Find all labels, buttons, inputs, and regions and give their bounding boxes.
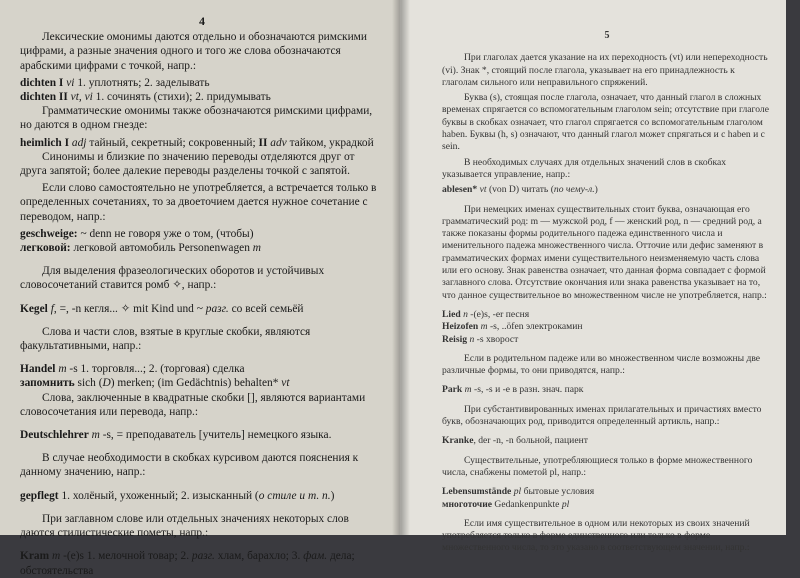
entry-definition: -s 1. торговля...; 2. (торговая) сделка	[69, 363, 245, 376]
entry-definition: -s, ..öfen электрокамин	[489, 321, 583, 333]
page-number: 5	[604, 30, 610, 41]
dictionary-entry	[20, 136, 384, 150]
headword: Reisig	[442, 333, 468, 345]
paragraph: Синонимы и близкие по значению переводы отделяются друг от друга запятой; более далекие переводы разделены точкой с запятой.	[20, 150, 355, 178]
dictionary-entry	[442, 499, 772, 511]
grammar-mark: m	[58, 363, 67, 376]
entry-definition: тайком, украдкой	[289, 136, 374, 149]
paragraph: Если в родительном падеже или во множественном числе возможны две различные формы, то они приводятся, напр.:	[442, 352, 761, 377]
homonym-number: II	[258, 136, 268, 149]
entry-definition: со всей семьёй	[231, 302, 304, 315]
headword: Lebensumstände	[442, 486, 512, 498]
entry-definition: тайный, секретный; сокровенный;	[89, 136, 256, 149]
headword: dichten II	[20, 91, 68, 104]
grammar-mark: m	[480, 321, 488, 333]
right-page	[400, 0, 786, 554]
paragraph: При немецких именах существительных стоит буква, означающая его грамматический род: m — мужской род, f — женский род, n — средний род, а также показаны формы родительного падежа единственного числа и именительного падежа множественного числа. Отточие или дефис заменяют в грамматических формах имени существительного неизменяемую часть слова или его основу. Знак равенства означает, что данная форма совпадает с формой заглавного слова. Отсутствие окончания или знака равенства указывает на то, что данное существительное во множественном числе не употребляется, напр.:	[442, 203, 767, 301]
headword: легковой:	[20, 242, 71, 255]
entry-definition: -s хворост	[476, 333, 519, 345]
left-page	[0, 0, 400, 577]
dictionary-entry	[20, 227, 384, 241]
headword: Kegel	[20, 302, 48, 315]
dictionary-entry	[20, 241, 384, 255]
grammar-mark: vi	[66, 76, 75, 89]
style-mark: разг.	[205, 302, 229, 315]
dictionary-entry	[20, 90, 384, 104]
entry-definition: )	[330, 489, 335, 502]
entry-definition: 1. сочинять (стихи); 2. придумывать	[95, 91, 271, 104]
headword: Park	[442, 384, 463, 396]
grammar-mark: m	[464, 384, 472, 396]
dictionary-entry	[442, 384, 772, 396]
paragraph: Для выделения фразеологических оборотов и устойчивых словосочетаний ставится ромб ✧, напр.:	[20, 265, 325, 292]
dictionary-entry	[20, 302, 384, 316]
headword: Heizofen	[442, 321, 479, 333]
grammar-mark: m	[91, 429, 100, 442]
dictionary-entry	[442, 321, 772, 333]
case-mark: D	[102, 377, 111, 390]
headword: запомнить	[20, 377, 75, 390]
entry-definition: sich (	[77, 377, 103, 390]
dictionary-entry	[20, 549, 384, 577]
book-spine-shadow	[392, 0, 410, 535]
dictionary-entry	[442, 435, 772, 447]
style-mark: разг.	[191, 550, 215, 563]
usage-note: по чему-л.	[553, 184, 595, 196]
paragraph: Слова, заключенные в квадратные скобки [], являются вариантами словосочетания или перевода, напр.:	[20, 391, 366, 418]
headword: heimlich I	[20, 136, 70, 149]
grammar-mark: f	[50, 302, 54, 315]
entry-definition: -s, = преподаватель [учитель] немецкого языка.	[102, 429, 332, 442]
dictionary-entry	[20, 76, 384, 90]
entry-definition: (von D) читать (	[488, 184, 554, 196]
dictionary-entry	[20, 376, 384, 390]
paragraph: При заглавном слове или отдельных значениях некоторых слов даются стилистические пометы, напр.:	[20, 512, 349, 540]
grammar-mark: n	[469, 333, 475, 345]
entry-definition: 1. холёный, ухоженный; 2. изысканный (	[61, 489, 259, 502]
grammar-mark: n	[463, 308, 468, 320]
paragraph: При субстантивированных именах прилагательных и причастиях вместо букв, обозначающих род, приводится определенный артикль, напр.:	[442, 403, 762, 428]
paragraph: Буква (s), стоящая после глагола, означает, что данный глагол в сложных временах спрягается со вспомогательным глаголом sein; отсутствие при глаголе буквы в скобках означает, что глагол спрягается со вспомогательным глаголом haben. Буквы (h, s) означают, что данный глагол может спрягаться и с haben и с sein.	[442, 92, 769, 153]
entry-definition: , der -n, -n больной, пациент	[473, 435, 588, 447]
headword: ablesen*	[442, 184, 478, 196]
paragraph: В случае необходимости в скобках курсивом даются пояснения к данному значению, напр.:	[20, 452, 359, 479]
grammar-mark: pl	[561, 498, 570, 510]
paragraph: Существительные, употребляющиеся только в форме множественного числа, снабжены пометой pl, напр.:	[442, 454, 753, 478]
entry-definition: -(e)s, -er песня	[470, 308, 530, 320]
entry-definition: )	[594, 184, 598, 196]
paragraph: Грамматические омонимы также обозначаются римскими цифрами, но даются в одном гнезде:	[20, 105, 373, 132]
dictionary-entry	[442, 184, 772, 196]
entry-definition: 1. уплотнять; 2. заделывать	[77, 76, 210, 89]
dictionary-entry	[20, 428, 384, 442]
dictionary-entry	[20, 362, 384, 376]
headword: Handel	[20, 363, 56, 376]
entry-definition: хлам, барахло; 3.	[217, 550, 301, 563]
paragraph: Если слово самостоятельно не употребляется, а встречается только в определенных сочетаниях, то за двоеточием дается нужное сочетание с переводом, напр.:	[20, 182, 377, 223]
entry-definition: ) merken; (im Gedächtnis) behalten*	[110, 377, 279, 390]
entry-definition: , =, -n кегля... ✧ mit Kind und ~	[53, 302, 203, 315]
dictionary-entry	[20, 489, 384, 503]
headword: многоточие	[442, 498, 492, 510]
headword: Lied	[442, 308, 461, 320]
grammar-mark: vt	[479, 184, 487, 196]
entry-definition: Gedankenpunkte	[494, 498, 560, 510]
usage-note: о стиле и т. п.	[258, 489, 331, 502]
headword: dichten I	[20, 76, 64, 89]
paragraph: В необходимых случаях для отдельных значений слов в скобках указывается управление, напр.:	[442, 156, 727, 180]
dictionary-entry	[442, 334, 772, 346]
entry-definition: бытовые условия	[523, 486, 595, 498]
dictionary-entry	[442, 486, 772, 498]
headword: Kranke	[442, 435, 474, 447]
grammar-mark: adv	[270, 136, 287, 149]
grammar-mark: m	[51, 550, 61, 563]
paragraph: Слова и части слов, взятые в круглые скобки, являются факультативными, напр.:	[20, 325, 311, 353]
entry-definition: дела; обстоятельства	[20, 550, 355, 577]
entry-definition: -s, -s и -e в разн. знач. парк	[474, 384, 584, 396]
headword: gepflegt	[20, 489, 59, 502]
grammar-mark: vt	[281, 377, 290, 390]
entry-definition: ~ denn не говоря уже о том, (чтобы)	[80, 227, 254, 240]
entry-definition: -(e)s 1. мелочной товар; 2.	[63, 550, 190, 563]
grammar-mark: vt, vi	[70, 91, 93, 104]
headword: Deutschlehrer	[20, 429, 89, 442]
page-number: 4	[199, 14, 205, 28]
entry-definition: легковой автомобиль Personenwagen	[73, 242, 250, 255]
grammar-mark: adj	[71, 136, 87, 149]
paragraph: Лексические омонимы даются отдельно и обозначаются римскими цифрами, а разные значения одного и того же слова обозначаются арабскими цифрами с точкой, напр.:	[20, 31, 367, 72]
grammar-mark: m	[252, 242, 261, 255]
grammar-mark: pl	[513, 486, 522, 498]
dictionary-entry	[442, 309, 772, 321]
paragraph: При глаголах дается указание на их переходность (vt) или непереходность (vi). Знак *, стоящий после глагола, указывает на его принадлежность к глаголам сильного или неправильного спряжений.	[442, 52, 768, 88]
headword: Kram	[20, 550, 50, 563]
paragraph: Если имя существительное в одном или некоторых из своих значений употребляется только в форме единственного или только в форме множественного числа, то это указано в соответствующем значении, напр.:	[442, 517, 750, 554]
headword: geschweige:	[20, 227, 78, 240]
style-mark: фам.	[303, 550, 328, 563]
